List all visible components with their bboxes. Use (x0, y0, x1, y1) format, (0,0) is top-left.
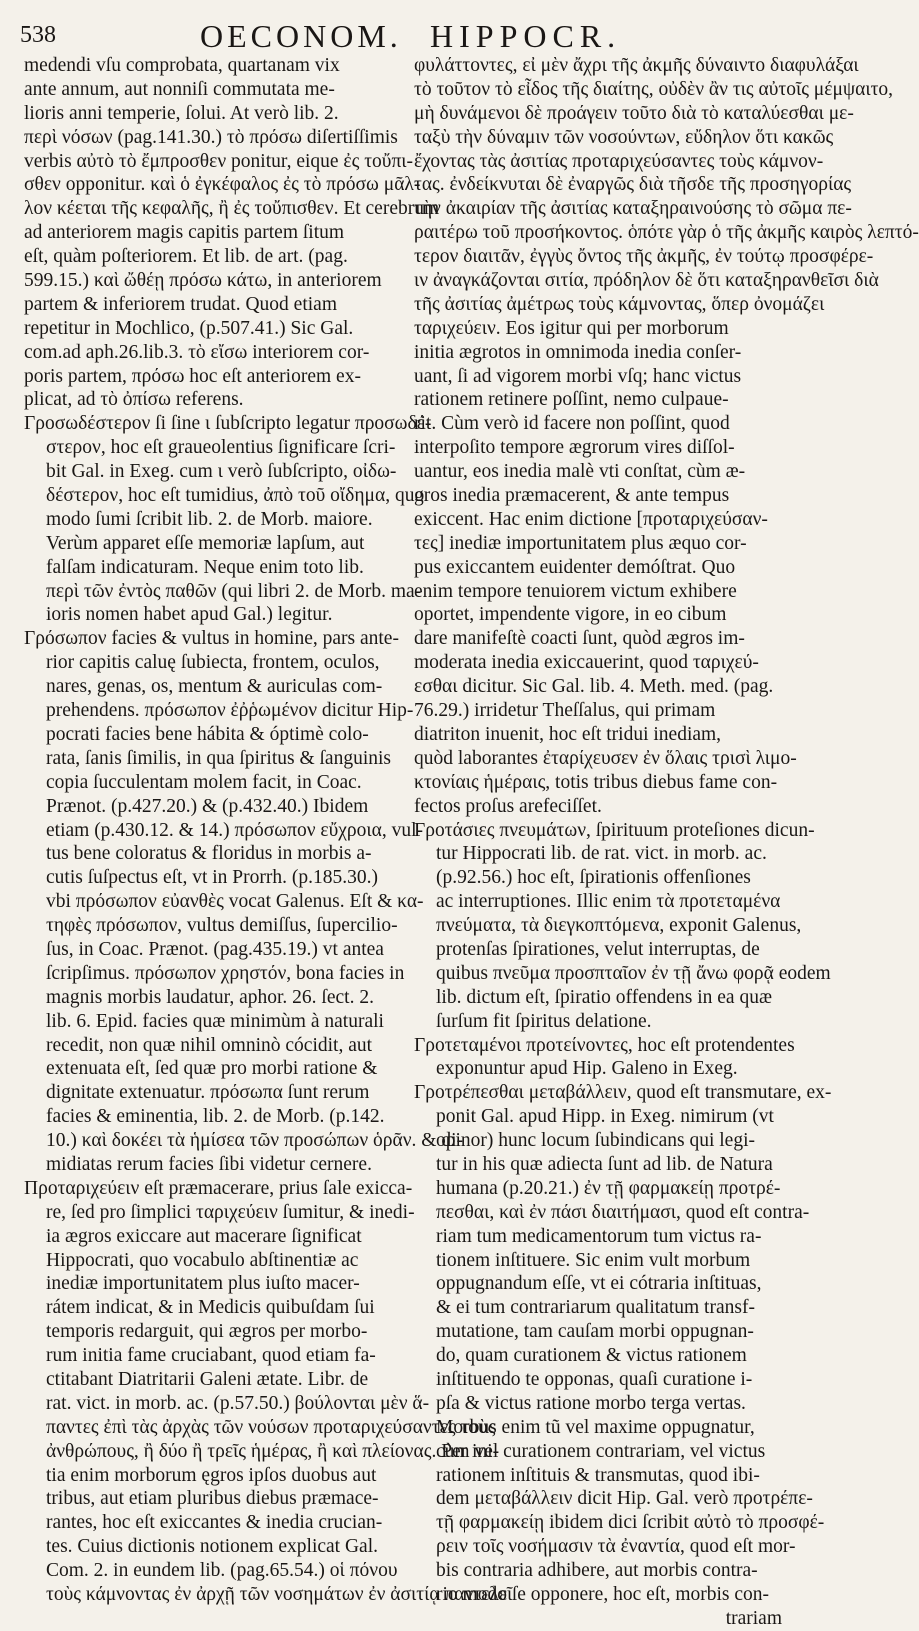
text-line: enim tempore tenuiorem victum exhibere (414, 580, 737, 602)
text-line: ponit Gal. apud Hipp. in Exeg. nimirum (vt (436, 1106, 774, 1128)
text-line: Γρόσωπον facies & vultus in homine, pars ante- (24, 628, 399, 650)
text-line: exponuntur apud Hip. Galeno in Exeg. (436, 1058, 738, 1080)
text-line: rit. Cùm verò id facere non poſſint, quod (414, 413, 730, 435)
text-line: vbi πρόσωπον εὐανθὲς vocat Galenus. Eſt & κα- (46, 891, 424, 913)
text-line: 599.15.) καὶ ὤθέῃ πρόσω κάτω, in anteriorem (24, 270, 382, 292)
text-line: Prænot. (p.427.20.) & (p.432.40.) Ibidem (46, 795, 369, 817)
text-line: pocrati facies bene hábita & óptimè colo- (46, 723, 369, 745)
text-line: ad anteriorem magis capitis partem ſitum (24, 222, 345, 244)
text-line: Γροτεταμένοι προτείνοντες, hoc eſt protendentes (414, 1034, 795, 1056)
text-line: λον κέεται τῆς κεφαλῆς, ἢ ἐς τοὔπισθεν. Et cerebrum (24, 198, 440, 220)
text-line: Hippocrati, quo vocabulo abſtinentiæ ac (46, 1249, 359, 1271)
text-line: rata, ſanis ſimilis, in qua ſpiritus & ſanguinis (46, 747, 392, 769)
text-line: facies & eminentia, lib. 2. de Morb. (p.142. (46, 1106, 385, 1128)
text-line: παντες ἐπὶ τὰς ἀρχὰς τῶν νούσων προταριχεύσαντες τοὺς (46, 1416, 496, 1438)
text-line: tur in his quæ adiecta ſunt ad lib. de Natura (436, 1153, 773, 1175)
text-line: σθεν opponitur. καὶ ὁ ἐγκέφαλος ἐς τὸ πρόσω μᾶλ- (24, 174, 421, 196)
text-line: ιν ἀναγκάζονται σιτία, πρόδηλον δὲ ὅτι καταξηρανθεῖσι διὰ (414, 270, 879, 292)
text-line: plicat, ad τὸ ὀπίσω referens. (24, 389, 244, 411)
text-line: trariam (725, 1607, 782, 1629)
text-line: rio modo ſe opponere, hoc eſt, morbis con- (436, 1584, 770, 1605)
text-line: Γροσωδέστερον ſi ſine ι ſubſcripto legatur προσωδέ- (24, 413, 432, 435)
text-line: Com. 2. in eundem lib. (pag.65.54.) οἱ πόνου (46, 1560, 398, 1582)
text-line: δέστερον, hoc eſt tumidius, ἀπὸ τοῦ οἴδημα, quo (46, 485, 425, 507)
text-line: verbis αὐτὸ τὸ ἔμπροσθεν ponitur, eique ἐς τοὔπι- (24, 150, 414, 172)
text-line: quòd laborantes ἐταρίχευσεν ἐν ὅλαις τρισὶ λιμο- (414, 747, 797, 769)
text-line: fectos proſus arefeciſſet. (414, 795, 602, 817)
text-line: τοὺς κάμνοντας ἐν ἀρχῇ τῶν νοσημάτων ἐν ἀσιτίᾳ παντελεῖ (46, 1584, 513, 1605)
text-line: Verùm apparet eſſe memoriæ lapſum, aut (46, 532, 365, 554)
text-line: lib. 6. Epid. facies quæ minimùm à naturali (46, 1010, 384, 1032)
text-line: poris partem, πρόσω hoc eſt anteriorem ex- (24, 365, 361, 387)
text-line: ac interruptiones. Illic enim τὰ προτεταμένα (436, 891, 781, 913)
text-line: extenuata eſt, ſed quæ pro morbi ratione & (46, 1058, 378, 1080)
text-line: ioris nomen habet apud Gal.) legitur. (46, 604, 333, 626)
text-line: μὴ δυνάμενοι δὲ προάγειν τοῦτο διὰ τὸ καταλύεσθαι με- (414, 102, 854, 124)
text-line: τερον διαιτᾶν, ἐγγὺς ὄντος τῆς ἀκμῆς, ἐν τούτῳ προσφέρε- (414, 246, 874, 268)
text-line: Γροτάσιες πνευμάτων, ſpirituum proteſiones dicun- (414, 819, 815, 841)
text-line: rior capitis caluę ſubiecta, frontem, oculos, (46, 652, 380, 674)
text-line: re, ſed pro ſimplici ταριχεύειν ſumitur, & inedi- (46, 1201, 415, 1223)
text-line: ἔχοντας τὰς ἀσιτίας προταριχεύσαντες τοὺς κάμνον- (414, 150, 824, 172)
text-line: rum initia fame cruciabant, quod etiam fa- (46, 1345, 376, 1367)
text-line: recedit, non quæ nihil omninò cócidit, aut (46, 1034, 373, 1056)
text-line: cùm vel curationem contrariam, vel victus (436, 1440, 766, 1462)
text-line: eſt, quàm poſteriorem. Et lib. de art. (pag. (24, 246, 348, 268)
text-line: rátem indicat, & in Medicis quibuſdam ſui (46, 1297, 375, 1319)
text-line: Morbus enim tũ vel maxime oppugnatur, (436, 1416, 755, 1438)
text-line: temporis redarguit, qui ægros per morbo- (46, 1321, 368, 1343)
text-line: tribus, aut etiam pluribus diebus præmace- (46, 1488, 379, 1510)
text-line: τηφὲς πρόσωπον, vultus demiſſus, ſupercilio- (46, 915, 398, 937)
text-line: dignitate extenuatur. πρόσωπα ſunt rerum (46, 1082, 370, 1104)
text-line: dare manifeſtè coacti ſunt, quòd ægros im- (414, 628, 745, 650)
text-line: interpoſito tempore ægrorum vires diſſol- (414, 437, 735, 459)
text-line: tus bene coloratus & floridus in morbis a- (46, 843, 372, 865)
text-line: quibus πνεῦμα προσπταῖον ἐν τῇ ἄνω φορᾷ eodem (436, 962, 831, 984)
text-line: κτονίαις ἡμέραις, totis tribus diebus fame con- (414, 771, 778, 793)
text-line: περὶ τῶν ἐντὸς παθῶν (qui libri 2. de Morb. ma- (46, 580, 422, 602)
text-line: bit Gal. in Exeg. cum ι verò ſubſcripto, οἰδω- (46, 461, 397, 483)
text-line: falſam indicaturam. Neque enim toto lib. (46, 556, 364, 578)
text-line: ταριχεύειν. Eos igitur qui per morborum (414, 317, 729, 339)
text-line: pus exiccantem euidenter demóſtrat. Quo (414, 556, 736, 578)
text-line: pſa & victus ratione morbo terga vertas. (436, 1392, 746, 1414)
text-line: etiam (p.430.12. & 14.) πρόσωπον εὔχροια, vul- (46, 819, 424, 841)
text-line: 76.29.) irridetur Theſſalus, qui primam (414, 700, 716, 722)
text-line: (p.92.56.) hoc eſt, ſpirationis offenſiones (436, 867, 751, 889)
text-line: opinor) hunc locum ſubindicans qui legi- (436, 1130, 755, 1152)
text-line: copia ſucculentam molem facit, in Coac. (46, 771, 362, 793)
text-line: modo ſumi ſcribit lib. 2. de Morb. maiore. (46, 508, 373, 530)
text-line: ia ægros exiccare aut macerare ſignificat (46, 1225, 362, 1247)
text-line: τὸ τοῦτον τὸ εἶδος τῆς διαίτης, οὐδὲν ἂν τις αὐτοῖς μέμψαιτο, (414, 78, 894, 100)
text-line: ſus, in Coac. Prænot. (pag.435.19.) vt antea (46, 938, 384, 960)
text-line: cutis ſuſpectus eſt, vt in Prorrh. (p.185.30.) (46, 867, 378, 889)
page-header (20, 16, 780, 56)
text-line: τῇ φαρμακείῃ ibidem dici ſcribit αὐτὸ τὸ προσφέ- (436, 1512, 825, 1534)
text-line: do, quam curationem & victus rationem (436, 1345, 747, 1367)
text-line: tur Hippocrati lib. de rat. vict. in morb. ac. (436, 843, 767, 865)
text-line: bis contraria adhibere, aut morbis contra- (436, 1560, 758, 1582)
text-line: medendi vſu comprobata, quartanam vix (24, 55, 340, 76)
text-line: com.ad aph.26.lib.3. τὸ εἴσω interiorem cor- (24, 341, 370, 363)
text-line: τες] inediæ importunitatem plus æquo cor- (414, 532, 747, 554)
text-line: uantur, eos inedia malè vti conſtat, cùm æ- (414, 461, 746, 483)
text-line: rat. vict. in morb. ac. (p.57.50.) βούλονται μὲν ἅ- (46, 1392, 430, 1414)
text-line: 10.) καὶ δοκέει τὰ ἡμίσεα τῶν προσώπων ὁρᾶν. & di- (46, 1130, 463, 1152)
text-line: uant, ſi ad vigorem morbi vſq; hanc victus (414, 365, 742, 387)
text-line: τας. ἐνδείκνυται δὲ ἐναργῶς διὰ τῆσδε τῆς προσηγορίας (414, 174, 852, 196)
text-line: πνεύματα, τὰ διεγκοπτόμενα, exponit Galenus, (436, 915, 802, 937)
text-line: protenſas ſpirationes, velut interruptas, de (436, 938, 760, 960)
text-line: lioris anni temperie, ſolui. At verò lib. 2. (24, 102, 339, 124)
text-line: rationem inſtituis & transmutas, quod ibi- (436, 1464, 760, 1486)
text-line: & ei tum contrariarum qualitatum transf- (436, 1297, 755, 1319)
text-line: partem & inferiorem trudat. Quod etiam (24, 293, 337, 315)
text-line: mutatione, tam cauſam morbi oppugnan- (436, 1321, 754, 1343)
text-line: humana (p.20.21.) ἐν τῇ φαρμακείῃ προτρέ- (436, 1177, 781, 1199)
running-head-left: OECONOM. (200, 18, 402, 54)
text-line: diatriton inuenit, hoc eſt tridui inediam, (414, 723, 722, 745)
text-line: ſcripſimus. πρόσωπον χρηστόν, bona facies in (46, 962, 405, 984)
text-line: inſtituendo te opponas, quaſi curatione i- (436, 1368, 753, 1390)
text-line: repetitur in Mochlico, (p.507.41.) Sic Gal. (24, 317, 354, 339)
text-line: τῆς ἀσιτίας ἀμέτρως τοὺς κάμνοντας, ὅπερ ὀνομάζει (414, 293, 825, 315)
text-line: midiatas rerum facies ſibi videtur cernere. (46, 1153, 372, 1175)
text-line: prehendens. πρόσωπον ἐῤῥωμένον dicitur Hip- (46, 700, 414, 722)
text-line: rantes, hoc eſt exiccantes & inedia crucian- (46, 1512, 383, 1534)
text-line: φυλάττοντες, εἰ μὲν ἄχρι τῆς ἀκμῆς δύναιντο διαφυλάξαι (414, 55, 859, 76)
text-line: nares, genas, os, mentum & auriculas com- (46, 676, 383, 698)
text-line: περὶ νόσων (pag.141.30.) τὸ πρόσω diſertiſſimis (24, 126, 398, 148)
text-line: ſurſum fit ſpiritus delatione. (436, 1010, 652, 1032)
text-line: ραιτέρω τοῦ προσήκοντος. ὁπότε γὰρ ὁ τῆς ἀκμῆς καιρὸς λεπτό- (414, 222, 919, 244)
text-line: Προταριχεύειν eſt præmacerare, prius ſale exicca- (24, 1177, 413, 1199)
text-line: oportet, impendente vigore, in eo cibum (414, 604, 727, 626)
text-line: εσθαι dicitur. Sic Gal. lib. 4. Meth. med. (pag. (414, 676, 774, 698)
right-column (414, 54, 919, 1631)
text-line: πεσθαι, καὶ ἐν πάσι διαιτήμασι, quod eſt contra- (436, 1201, 810, 1223)
text-line: moderata inedia exiccauerint, quod ταριχεύ- (414, 652, 759, 674)
text-line: ἀνθρώπους, ἢ δύο ἢ τρεῖς ἡμέρας, ἢ καὶ πλείονας. Per ini- (46, 1440, 500, 1462)
text-line: tes. Cuius dictionis notionem explicat Gal. (46, 1536, 378, 1558)
text-line: τὴν ἀκαιρίαν τῆς ἀσιτίας καταξηραινούσης τὸ σῶμα πε- (414, 198, 852, 220)
text-line: στερον, hoc eſt graueolentius ſignificare ſcri- (46, 437, 396, 459)
text-line: lib. dictum eſt, ſpiratio offendens in ea quæ (436, 986, 772, 1008)
text-line: gros inedia præmacerent, & ante tempus (414, 485, 730, 507)
text-line: ante annum, aut nonniſi commutata me- (24, 78, 335, 100)
text-line: ρειν τοῖς νοσήμασιν τὰ ἐναντία, quod eſt mor- (436, 1536, 796, 1558)
text-line: oppugnandum eſſe, vt ei cótraria inſtituas, (436, 1273, 762, 1295)
text-line: initia ægrotos in omnimoda inedia conſer- (414, 341, 742, 363)
page-number: 538 (20, 22, 56, 48)
text-line: tionem inſtituere. Sic enim vult morbum (436, 1249, 751, 1271)
text-line: Γροτρέπεσθαι μεταβάλλειν, quod eſt transmutare, ex- (414, 1082, 832, 1104)
running-head-right: HIPPOCR. (430, 18, 622, 54)
text-line: magnis morbis laudatur, aphor. 26. ſect. 2. (46, 986, 374, 1008)
text-line: exiccent. Hac enim dictione [προταριχεύσαν- (414, 508, 768, 530)
text-line: riam tum medicamentorum tum victus ra- (436, 1225, 762, 1247)
text-line: ταξὺ τὴν δύναμιν τῶν νοσούντων, εὔδηλον ὅτι κακῶς (414, 126, 834, 148)
text-line: rationem retinere poſſint, nemo culpaue- (414, 389, 729, 411)
text-line: tia enim morborum ęgros ipſos duobus aut (46, 1464, 377, 1486)
text-line: inediæ importunitatem plus iuſto macer- (46, 1273, 360, 1295)
text-line: dem μεταβάλλειν dicit Hip. Gal. verò προτρέπε- (436, 1488, 813, 1510)
text-line: ctitabant Diatritarii Galeni ætate. Libr. de (46, 1368, 369, 1390)
